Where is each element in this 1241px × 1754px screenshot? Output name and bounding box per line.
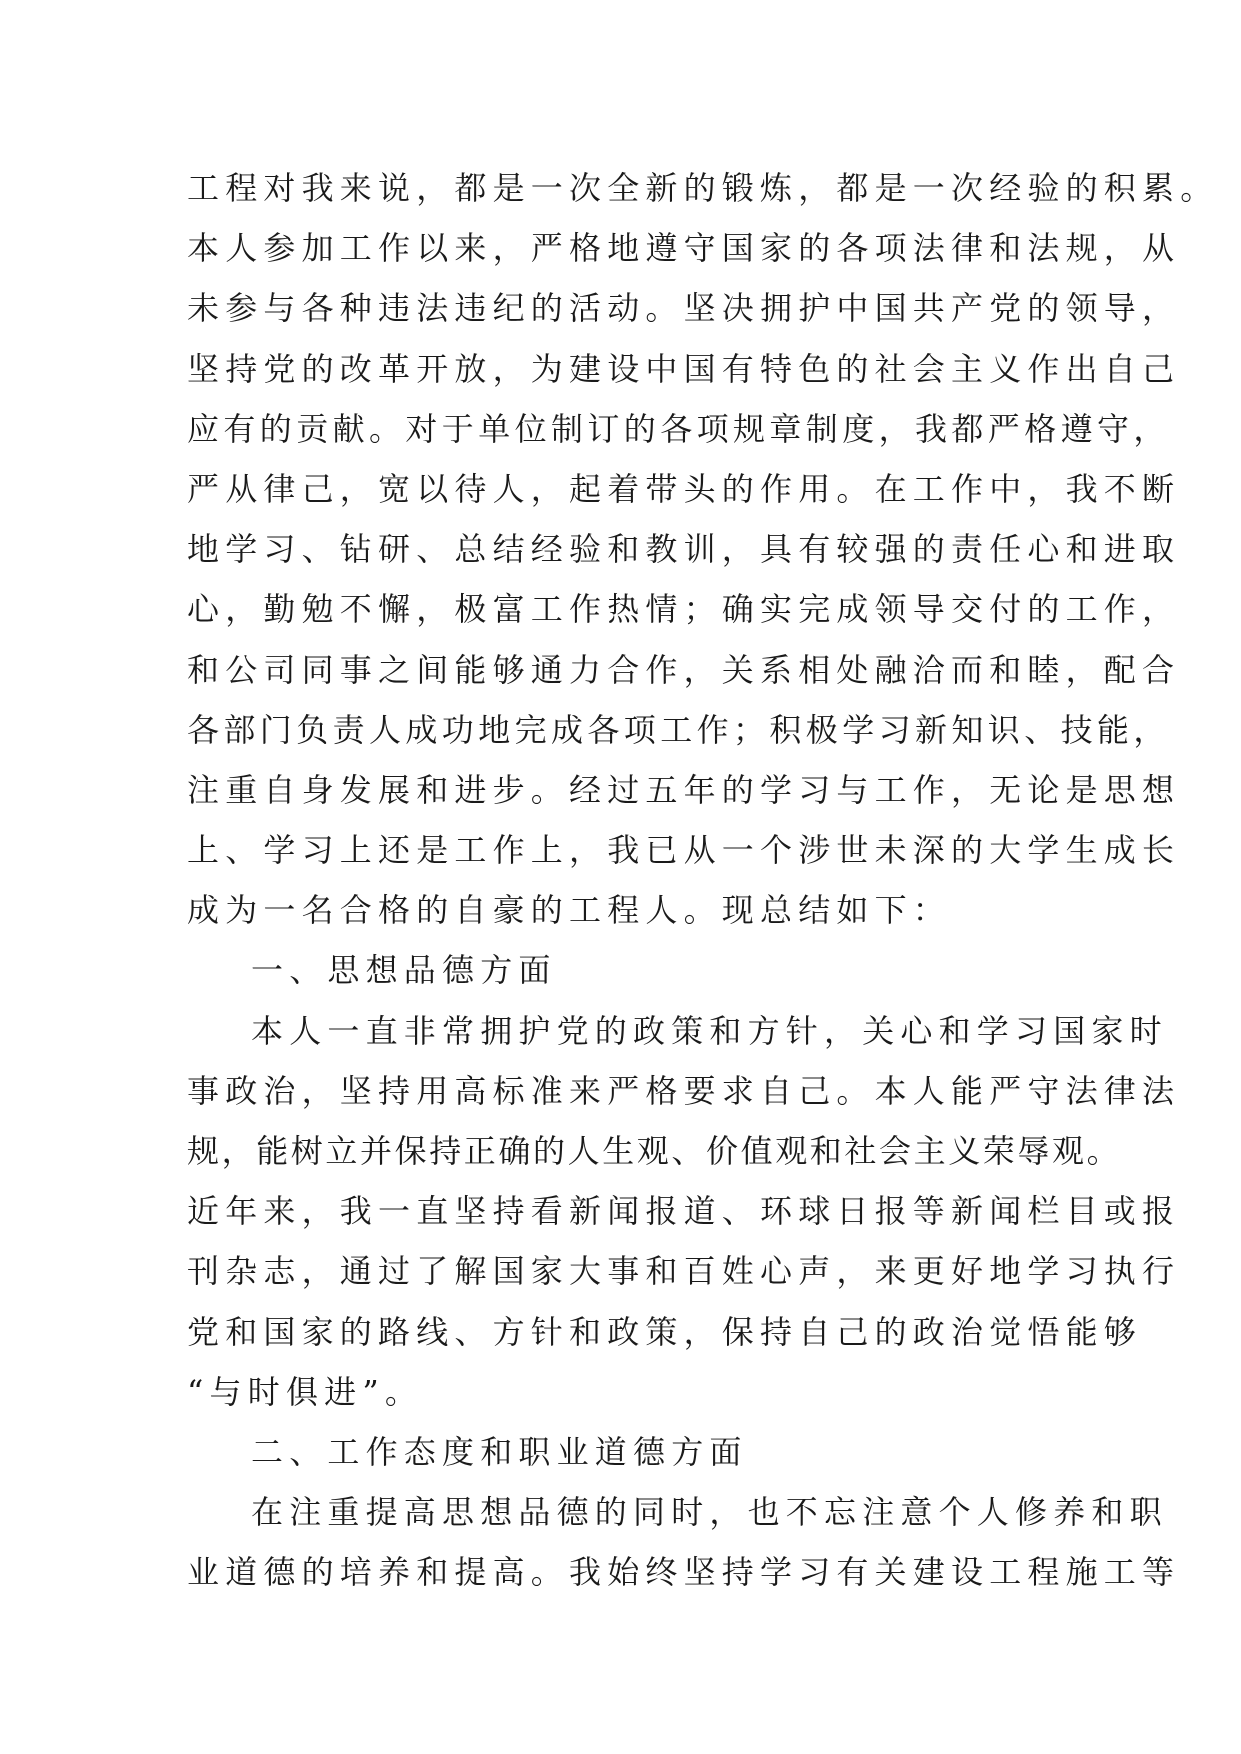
- text-line: “与时俱进”。: [187, 1372, 424, 1411]
- section-heading: 二、工作态度和职业道德方面: [251, 1432, 748, 1471]
- text-line: 业道德的培养和提高。我始终坚持学习有关建设工程施工等: [187, 1553, 1181, 1592]
- text-line: 本人一直非常拥护党的政策和方针，关心和学习国家时: [251, 1011, 1168, 1050]
- text-line: 各部门负责人成功地完成各项工作；积极学习新知识、技能，: [187, 710, 1170, 749]
- text-line: 事政治，坚持用高标准来严格要求自己。本人能严守法律法: [187, 1071, 1181, 1110]
- text-line: 成为一名合格的自豪的工程人。现总结如下：: [187, 891, 952, 930]
- text-line: 心，勤勉不懈，极富工作热情；确实完成领导交付的工作，: [187, 590, 1181, 629]
- text-line: 上、学习上还是工作上，我已从一个涉世未深的大学生成长: [187, 831, 1181, 870]
- text-line: 近年来，我一直坚持看新闻报道、环球日报等新闻栏目或报: [187, 1192, 1181, 1231]
- text-line: 地学习、钻研、总结经验和教训，具有较强的责任心和进取: [187, 530, 1181, 569]
- text-line: 注重自身发展和进步。经过五年的学习与工作，无论是思想: [187, 770, 1181, 809]
- text-line: 党和国家的路线、方针和政策，保持自己的政治觉悟能够: [187, 1312, 1143, 1351]
- text-line: 坚持党的改革开放，为建设中国有特色的社会主义作出自己: [187, 349, 1181, 388]
- text-line: 未参与各种违法违纪的活动。坚决拥护中国共产党的领导，: [187, 289, 1181, 328]
- text-line: 规，能树立并保持正确的人生观、价值观和社会主义荣辱观。: [187, 1132, 1122, 1170]
- text-line: 在注重提高思想品德的同时，也不忘注意个人修养和职: [251, 1493, 1168, 1532]
- text-line: 和公司同事之间能够通力合作，关系相处融洽而和睦，配合: [187, 650, 1181, 689]
- text-line: 应有的贡献。对于单位制订的各项规章制度，我都严格遵守，: [187, 409, 1170, 448]
- text-line: 严从律己，宽以待人，起着带头的作用。在工作中，我不断: [187, 469, 1181, 508]
- section-heading: 一、思想品德方面: [251, 951, 557, 990]
- text-line: 工程对我来说，都是一次全新的锻炼，都是一次经验的积累。: [187, 169, 1219, 207]
- text-line: 本人参加工作以来，严格地遵守国家的各项法律和法规，从: [187, 229, 1181, 268]
- text-line: 刊杂志，通过了解国家大事和百姓心声，来更好地学习执行: [187, 1252, 1181, 1291]
- body-text: [187, 158, 1219, 1603]
